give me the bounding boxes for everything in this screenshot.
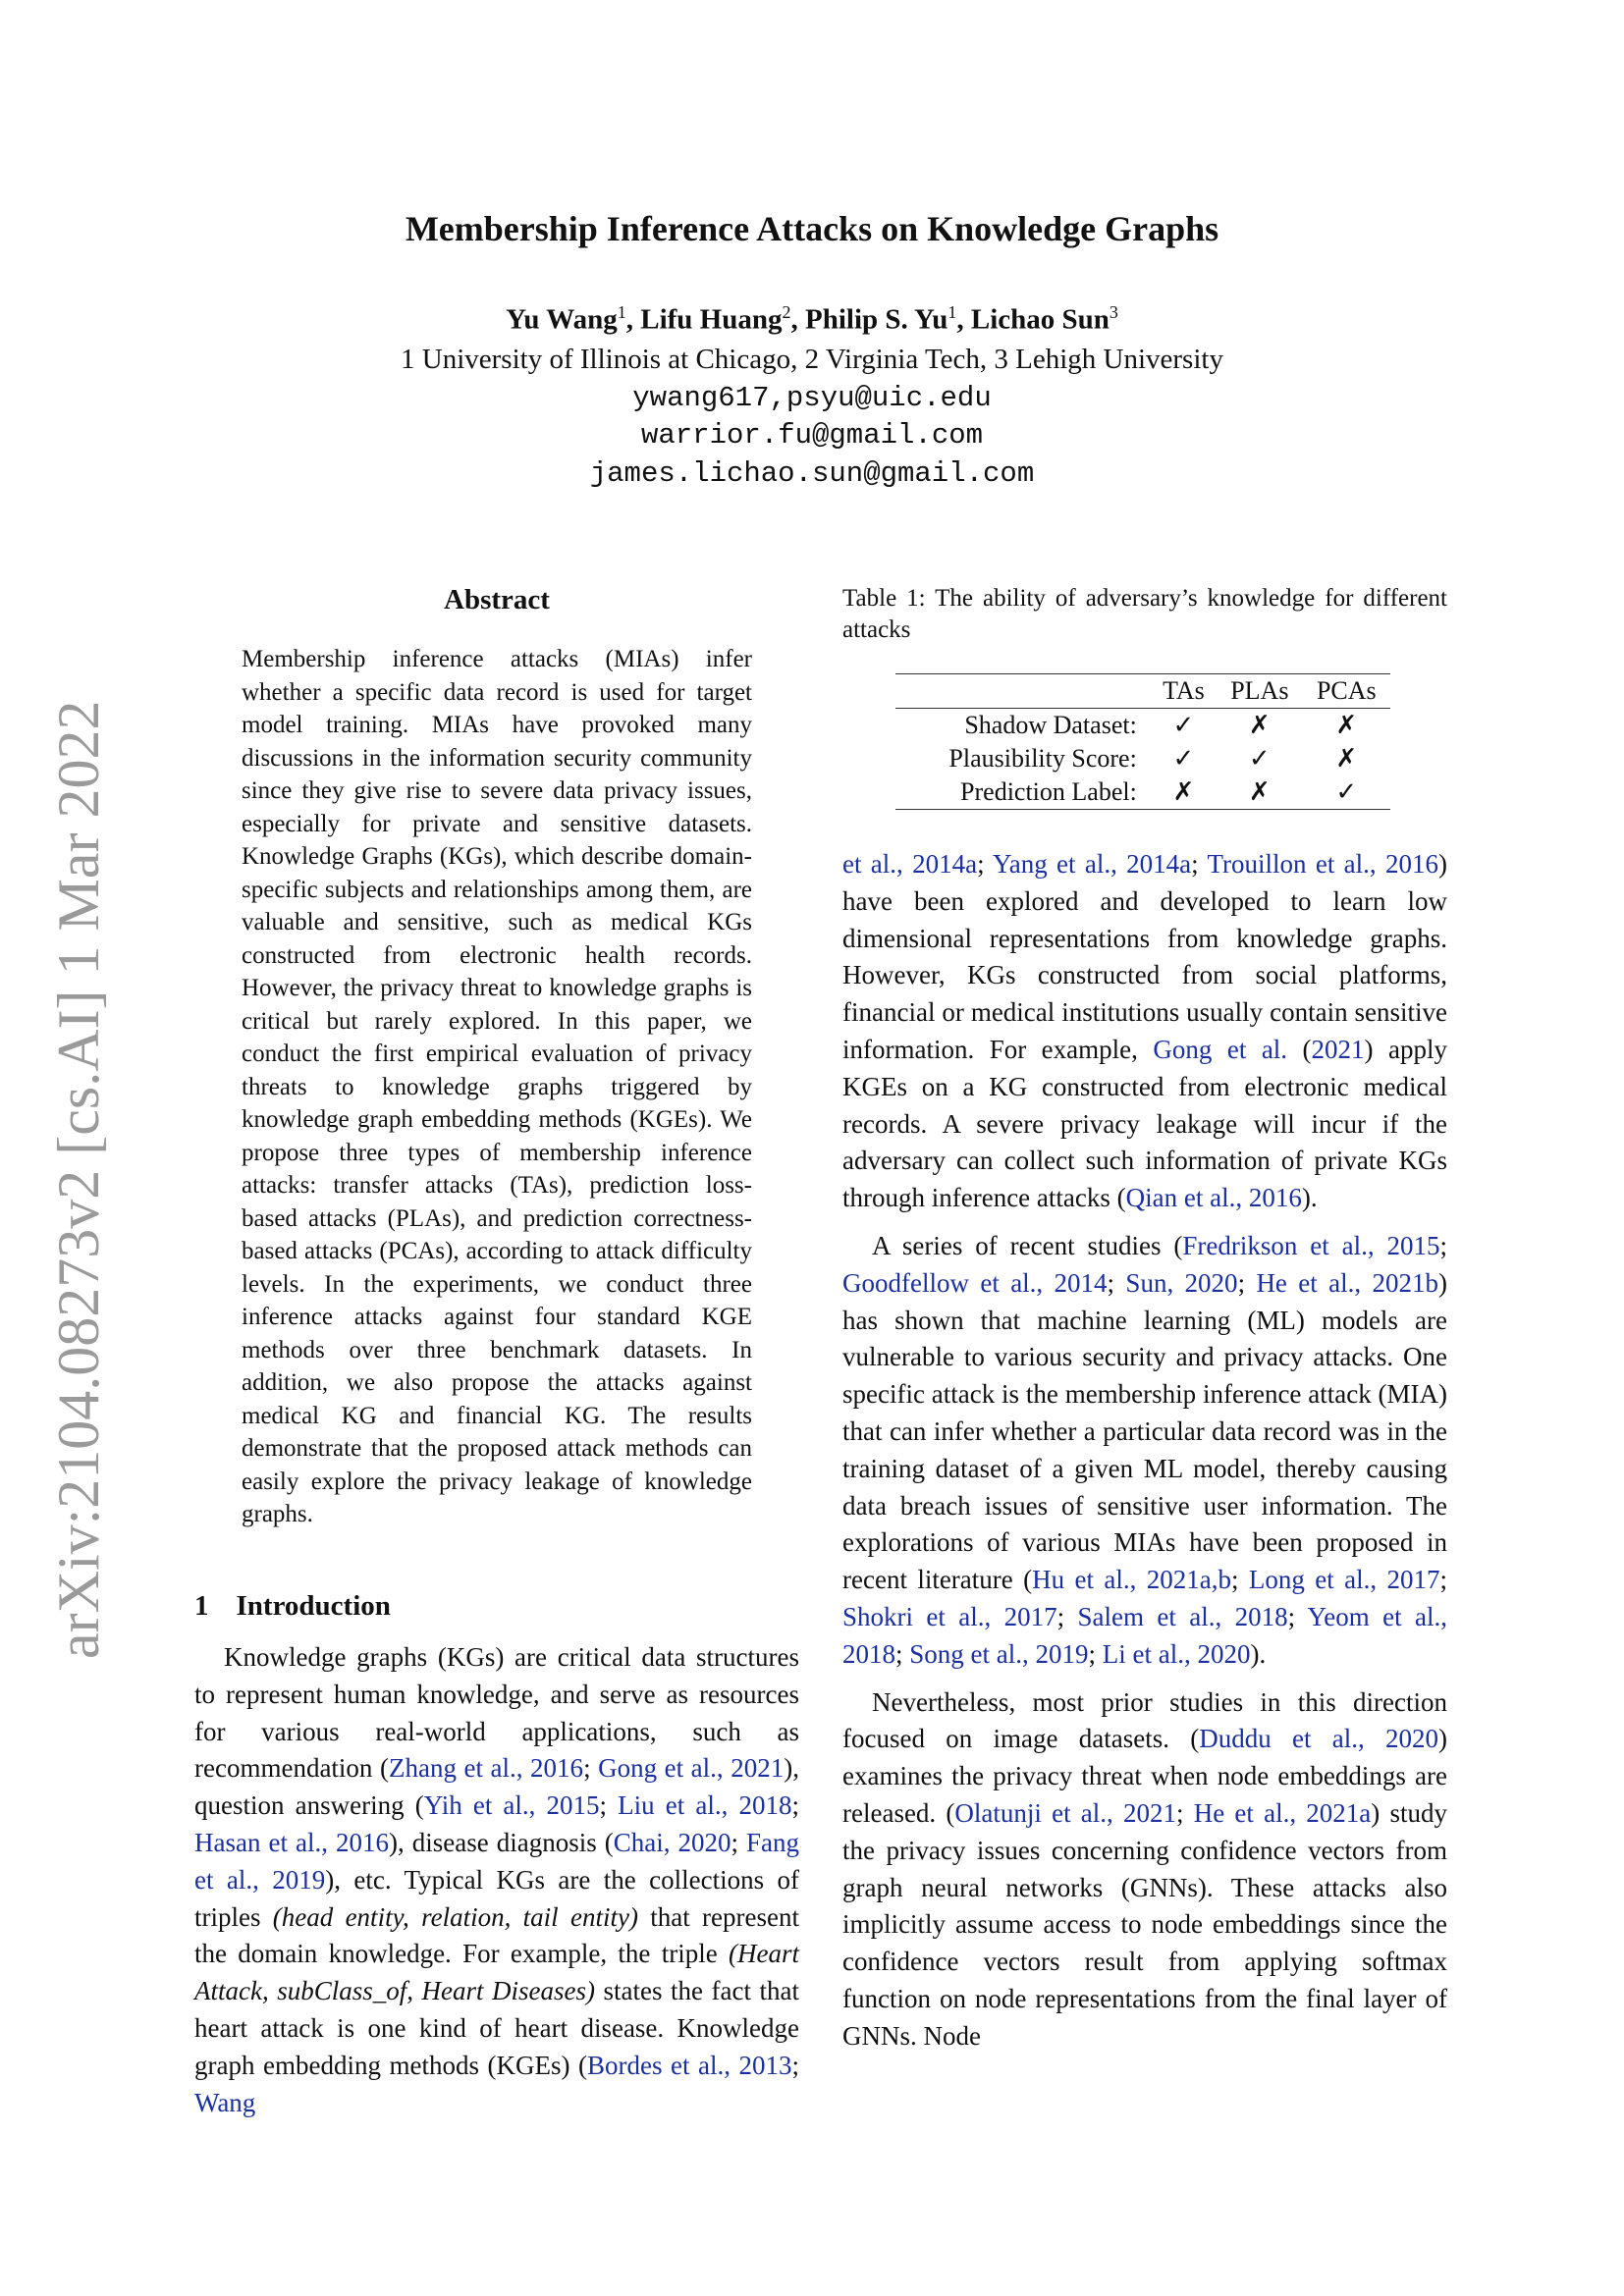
table-cell: ✗ xyxy=(1248,711,1271,739)
table-cell: ✓ xyxy=(1248,744,1271,773)
column-header-tas: TAs xyxy=(1163,676,1205,705)
row-label: Plausibility Score: xyxy=(948,744,1137,773)
citation-link[interactable]: Hasan et al., 2016 xyxy=(194,1827,389,1857)
citation-link[interactable]: Salem et al., 2018 xyxy=(1077,1601,1288,1631)
citation-link[interactable]: Olatunji et al., 2021 xyxy=(954,1797,1176,1828)
citation-link[interactable]: Song et al., 2019 xyxy=(909,1638,1089,1669)
abstract-text: Membership inference attacks (MIAs) infer whether a specific data record is used for target model training. MIAs have provoked many discussions in the information security community since they give rise to severe data privacy issues, especially for private and sensitive datasets. Knowledge Graphs (KGs), which describe domain-specific subjects and relationships among them, are valuable and sensitive, such as medical KGs constructed from electronic health records. However, the privacy threat to knowledge graphs is critical but rarely explored. In this paper, we conduct the first empirical evaluation of privacy threats to knowledge graphs triggered by knowledge graph embedding methods (KGEs). We propose three types of membership inference attacks: transfer attacks (TAs), prediction loss-based attacks (PLAs), and prediction correctness-based attacks (PCAs), according to attack difficulty levels. In the experiments, we conduct three inference attacks against four standard KGE methods over three benchmark datasets. In addition, we also propose the attacks against medical KG and financial KG. The results demonstrate that the proposed attack methods can easily explore the privacy leakage of knowledge graphs. xyxy=(242,646,752,1527)
author-name: Lichao Sun xyxy=(970,303,1110,336)
section-heading-introduction xyxy=(194,1590,391,1623)
italic-text: (head entity, relation, tail entity) xyxy=(272,1901,638,1932)
email-line-2: warrior.fu@gmail.com xyxy=(640,419,984,452)
citation-link[interactable]: He et al., 2021a xyxy=(1193,1797,1372,1828)
table-cell: ✗ xyxy=(1172,777,1195,806)
citation-link[interactable]: Yih et al., 2015 xyxy=(423,1790,600,1821)
table-cell: ✓ xyxy=(1172,744,1195,773)
citation-link[interactable]: et al., 2014a xyxy=(842,849,978,879)
author-name: Lifu Huang xyxy=(640,303,783,336)
column-header-pcas: PCAs xyxy=(1316,676,1377,705)
citation-link[interactable]: 2021 xyxy=(1311,1034,1365,1064)
intro-paragraph: Nevertheless, most prior studies in this direction focused on image datasets. (Duddu et al., 2020) examines the privacy threat when node embeddings are released. (Olatunji et al., 2021; He et al., 2021a) study the privacy issues concerning confidence vectors from graph neural networks (GNNs). These attacks also implicitly assume access to node embeddings since the confidence vectors result from applying softmax function on node representations from the final layer of GNNs. Node xyxy=(842,1686,1447,2051)
abstract-heading: Abstract xyxy=(444,584,550,615)
italic-text: (Heart Attack, subClass_of, Heart Diseases) xyxy=(194,1939,799,2006)
intro-paragraph: Knowledge graphs (KGs) are critical data structures to represent human knowledge, and serve as resources for various real-world applications, such as recommendation (Zhang et al., 2016; Gong et al., 2021), question answering (Yih et al., 2015; Liu et al., 2018; Hasan et al., 2016), disease diagnosis (Chai, 2020; Fang et al., 2019), etc. Typical KGs are the collections of triples (head entity, relation, tail entity) that represent the domain knowledge. For example, the triple (Heart Attack, subClass_of, Heart Diseases) states the fact that heart attack is one kind of heart disease. Knowledge graph embedding methods (KGEs) (Bordes et al., 2013; Wang xyxy=(194,1642,800,2117)
table-1 xyxy=(895,673,1390,810)
citation-link[interactable]: He et al., 2021b xyxy=(1256,1267,1438,1298)
citation-link[interactable]: Yeom et al., 2018 xyxy=(842,1601,1447,1669)
row-label: Prediction Label: xyxy=(960,777,1137,806)
citation-link[interactable]: Chai, 2020 xyxy=(613,1827,731,1857)
table-row xyxy=(895,775,1390,810)
citation-link[interactable]: Sun, 2020 xyxy=(1125,1267,1238,1298)
affiliations: 1 University of Illinois at Chicago, 2 Virginia Tech, 3 Lehigh University xyxy=(401,344,1223,375)
table-cell: ✗ xyxy=(1335,711,1358,739)
section-number: 1 xyxy=(194,1590,209,1622)
arxiv-side-stamp: arXiv:2104.08273v2 [cs.AI] 1 Mar 2022 xyxy=(46,700,111,1659)
author-affiliation-index: 3 xyxy=(1109,302,1118,322)
author-affiliation-index: 1 xyxy=(617,302,626,322)
table-cell: ✗ xyxy=(1335,744,1358,773)
table-cell: ✓ xyxy=(1335,777,1358,806)
citation-link[interactable]: Gong et al., 2021 xyxy=(598,1753,785,1784)
author-name: Yu Wang xyxy=(506,303,618,336)
intro-paragraph: A series of recent studies (Fredrikson et al., 2015; Goodfellow et al., 2014; Sun, 2020; He et al., 2021b) has shown that machine learning (ML) models are vulnerable to various security and privacy attacks. One specific attack is the membership inference attack (MIA) that can infer whether a particular data record was in the training dataset of a given ML model, thereby causing data breach issues of sensitive user information. The explorations of various MIAs have been proposed in recent literature (Hu et al., 2021a,b; Long et al., 2017; Shokri et al., 2017; Salem et al., 2018; Yeom et al., 2018; Song et al., 2019; Li et al., 2020). xyxy=(842,1230,1447,1669)
author-affiliation-index: 2 xyxy=(782,302,791,322)
table-1-caption: Table 1: The ability of adversary’s knowledge for different attacks xyxy=(842,585,1447,643)
citation-link[interactable]: Liu et al., 2018 xyxy=(618,1790,792,1821)
email-line-1: ywang617,psyu@uic.edu xyxy=(632,382,992,414)
citation-link[interactable]: Zhang et al., 2016 xyxy=(388,1753,584,1784)
citation-link[interactable]: Qian et al., 2016 xyxy=(1125,1183,1302,1213)
citation-link[interactable]: Fang et al., 2019 xyxy=(194,1827,799,1895)
table-header-row xyxy=(895,674,1390,709)
row-label: Shadow Dataset: xyxy=(964,711,1137,739)
table-corner-cell xyxy=(895,674,1151,709)
table-cell: ✗ xyxy=(1248,777,1271,806)
intro-right-column xyxy=(842,846,1447,2056)
author-name: Philip S. Yu xyxy=(805,303,948,336)
citation-link[interactable]: Fredrikson et al., 2015 xyxy=(1182,1230,1440,1260)
email-line-3: james.lichao.sun@gmail.com xyxy=(589,457,1035,490)
citation-link[interactable]: Yang et al., 2014a xyxy=(992,849,1192,879)
intro-paragraph: et al., 2014a; Yang et al., 2014a; Trouillon et al., 2016) have been explored and developed to learn low dimensional representations from knowledge graphs. However, KGs constructed from social platforms, financial or medical institutions usually contain sensitive information. For example, Gong et al. (2021) apply KGEs on a KG constructed from electronic medical records. A severe privacy leakage will incur if the adversary can collect such information of private KGs through inference attacks (Qian et al., 2016). xyxy=(842,849,1448,1213)
table-row xyxy=(895,709,1390,743)
author-affiliation-index: 1 xyxy=(947,302,957,322)
citation-link[interactable]: Li et al., 2020 xyxy=(1102,1638,1251,1669)
paper-title: Membership Inference Attacks on Knowledge Graphs xyxy=(405,209,1219,248)
citation-link[interactable]: Wang xyxy=(194,2087,256,2117)
citation-link[interactable]: Goodfellow et al., 2014 xyxy=(842,1267,1108,1298)
citation-link[interactable]: Trouillon et al., 2016 xyxy=(1207,849,1438,879)
intro-left-column xyxy=(194,1639,799,2121)
citation-link[interactable]: Long et al., 2017 xyxy=(1248,1565,1440,1595)
citation-link[interactable]: Gong et al. xyxy=(1153,1034,1288,1064)
citation-link[interactable]: Hu et al., 2021a,b xyxy=(1032,1565,1231,1595)
table-cell: ✓ xyxy=(1172,711,1195,739)
section-title: Introduction xyxy=(236,1590,391,1622)
author-list: Yu Wang$^1$, Lifu Huang$^2$, Philip S. Yu$^1$, Lichao Sun$^3$ xyxy=(506,302,1118,336)
citation-link[interactable]: Bordes et al., 2013 xyxy=(586,2050,792,2080)
citation-link[interactable]: Shokri et al., 2017 xyxy=(842,1601,1057,1631)
column-header-plas: PLAs xyxy=(1230,676,1289,705)
table-row xyxy=(895,742,1390,775)
citation-link[interactable]: Duddu et al., 2020 xyxy=(1199,1724,1438,1754)
